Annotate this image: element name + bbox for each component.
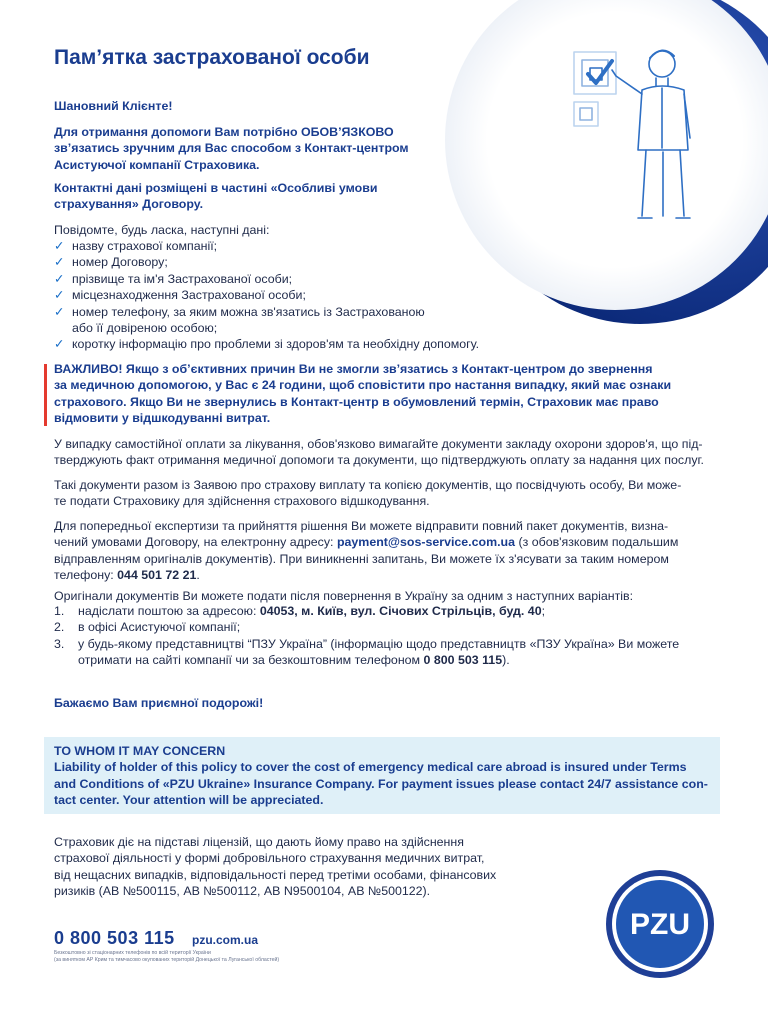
presenter-illustration <box>568 28 708 228</box>
email-link[interactable]: payment@sos-service.com.ua <box>336 535 516 550</box>
must-contact-line: Для отримання допомоги Вам потрібно ОБОВ’ЯЗКОВО <box>54 125 394 139</box>
request-lead: Повідомте, будь ласка, наступні дані: <box>54 223 270 237</box>
submit-text: Такі документи разом із Заявою про страхову виплату та копією документів, що посвідчують особу, Ви може- те подати Страховику для здійснення страхового відшкодування. <box>54 478 682 509</box>
check-icon: ✓ <box>54 255 65 270</box>
list-item: ✓ коротку інформацію про проблеми зі здоров'ям та необхідну допомогу. <box>54 337 480 352</box>
list-item: ✓ номер Договору; <box>54 255 168 270</box>
request-list <box>54 238 479 353</box>
originals-options <box>54 603 722 669</box>
contact-phone: 044 501 72 21 <box>117 568 197 583</box>
greeting: Шановний Клієнте! <box>54 99 173 113</box>
footer-phone: 0 800 503 115 <box>54 928 175 948</box>
list-item: 3. у будь-якому представництві “ПЗУ Україна” (інформацію щодо представництв «ПЗУ Україна» Ви можете отримати на сайті компанії чи за безкоштовним телефоном 0 800 503 115). <box>54 636 680 668</box>
footer-fineprint: (за винятком АР Крим та тимчасово окупованих територій Донецької та Луганської областей) <box>54 957 280 963</box>
check-icon: ✓ <box>54 271 65 286</box>
list-item: ✓ місцезнаходження Застрахованої особи; <box>54 288 306 303</box>
originals-lead: Оригінали документів Ви можете подати після повернення в Україну за одним з наступних варіантів: <box>54 589 634 603</box>
logo-text: PZU <box>630 908 690 941</box>
warning-accent-bar <box>44 364 47 426</box>
wish-text: Бажаємо Вам приємної подорожі! <box>54 696 264 710</box>
expertise-text: Для попередньої експертизи та прийняття рішення Ви можете відправити повний пакет документів, визна- чений умовами Договору, на електронну адресу: payment@sos-service.com.ua (з обов'язковим подальшим відправленням оригіналів документів). При виникненні запитань, Ви можете їх з'ясувати за таким номером телефону: 044 501 72 21. <box>54 519 679 583</box>
must-contact-line: зв’язатись зручним для Вас способом з Контакт-центром <box>54 141 409 156</box>
check-icon: ✓ <box>54 288 65 303</box>
self-pay-text: У випадку самостійної оплати за лікування, обов'язково вимагайте документи закладу охорони здоров'я, що під- тверджують факт отримання медичної допомоги та документи, що підтверджують оплату за надання цих послуг. <box>54 437 704 468</box>
hotline-phone: 0 800 503 115 <box>423 653 503 668</box>
page-title: Пам’ятка застрахованої особи <box>54 46 370 69</box>
contacts-line: страхування» Договору. <box>54 197 204 212</box>
list-item: ✓ назву страхової компанії; <box>54 239 218 253</box>
list-item: ✓ номер телефону, за яким можна зв'язатись із Застрахованою або її довіреною особою; <box>54 304 425 336</box>
check-icon: ✓ <box>54 304 65 319</box>
must-contact-line: Асистуючої компанії Страховика. <box>54 157 260 172</box>
check-icon: ✓ <box>54 337 65 352</box>
pzu-logo <box>604 868 716 980</box>
postal-address: 04053, м. Київ, вул. Січових Стрільців, буд. 40 <box>259 604 542 618</box>
to-whom-it-may-concern-panel: TO WHOM IT MAY CONCERN Liability of holder of this policy to cover the cost of emergency medical care abroad is insured under Terms and Conditions of «PZU Ukraine» Insurance Company. For payment issues please contact 24/7 assistance con- tact center. Your attention will be appreciated. <box>44 737 720 814</box>
warning-text: ВАЖЛИВО! Якщо з об’єктивних причин Ви не змогли зв’язатись з Контакт-центром до звернення за медичною допомогою, у Вас є 24 години, щоб сповістити про настання випадку, який має ознаки страхового. Якщо Ви не звернулись в Контакт-центр в обумовлений термін, Страховик має право відмовити у відшкодуванні витрат. <box>54 362 672 426</box>
list-item: 1. надіслати поштою за адресою: 04053, м. Київ, вул. Січових Стрільців, буд. 40; <box>54 604 546 618</box>
license-text: Страховик діє на підставі ліцензій, що дають йому право на здійснення страхової діяльності у формі добровільного страхування медичних витрат, від нещасних випадків, відповідальності перед третіми особами, фінансових ризиків (АВ №500115, АВ №500112, АВ N9500104, АВ №500122). <box>54 835 497 899</box>
list-item: 2. в офісі Асистуючої компанії; <box>54 620 241 635</box>
check-icon: ✓ <box>54 239 65 253</box>
contacts-location-text <box>54 180 377 213</box>
must-contact-text <box>54 124 409 173</box>
footer-website-link[interactable]: pzu.com.ua <box>192 933 259 947</box>
footer-fineprint: Безкоштовно зі стаціонарних телефонів по всій території України <box>54 950 211 956</box>
contacts-line: Контактні дані розміщені в частині «Особливі умови <box>54 181 378 195</box>
list-item: ✓ прізвище та ім'я Застрахованої особи; <box>54 271 293 286</box>
